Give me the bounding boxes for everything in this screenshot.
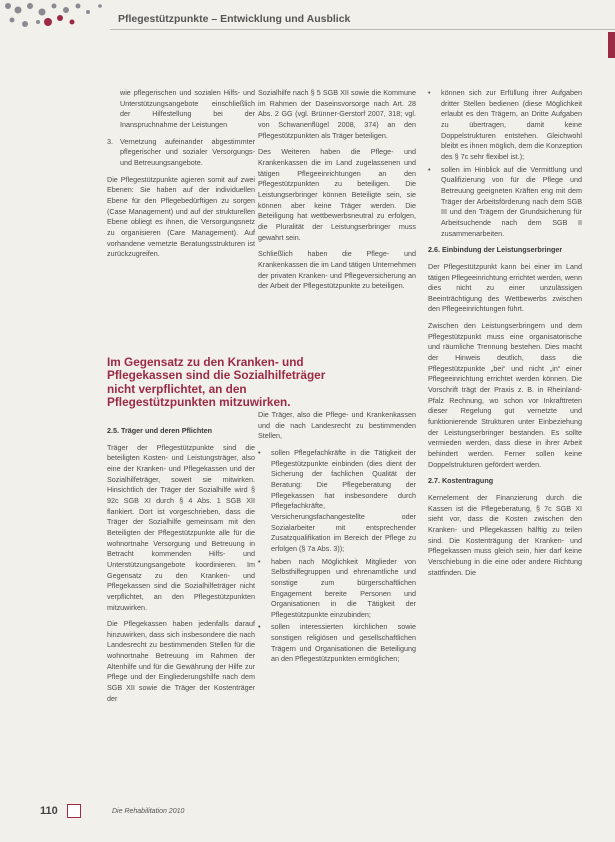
numbered-list bbox=[107, 137, 255, 169]
bullet-list bbox=[258, 448, 416, 665]
column-3 bbox=[428, 88, 582, 584]
paragraph: Die Träger, also die Pflege- und Krankenkassen und die nach Landesrecht zu bestimmenden Stellen, bbox=[258, 410, 416, 441]
section-heading: 2.7. Kostentragung bbox=[428, 476, 494, 486]
list-continuation: wie pflegerischen und sozialen Hilfs- und Unterstützungsangebote einschließlich der Hilfestellung bei der Inanspruchnahme der Leistungen bbox=[120, 88, 255, 129]
bullet-text: sollen im Hinblick auf die Vermittlung und Qualifizierung von für die Pflege und Betreuung geeigneten Kräften eng mit dem Träger der Arbeitsförderung nach dem SGB III und den Trägern der Grundsicherung für Arbeitsuchende nach dem SGB II zusammenarbeiten. bbox=[441, 164, 582, 238]
column-1-upper bbox=[107, 88, 255, 266]
header-divider bbox=[110, 29, 615, 30]
bullet-item bbox=[428, 165, 582, 240]
footer-square-icon bbox=[67, 804, 81, 818]
bullet-mark: • bbox=[258, 556, 261, 566]
bullet-text: sollen interessierten kirchlichen sowie sonstigen religiösen und gesellschaftlichen Trägern und Organisationen die Beteiligung an den Pflegestützpunkten ermöglichen; bbox=[271, 622, 416, 664]
paragraph: Die Pflegestützpunkte agieren somit auf zwei Ebenen: Sie haben auf der individuellen Ebene für den Pflegebedürftigen zu sorgen (Case Management) und auf der strukturellen Ebene obliegt es ihnen, die Versorgungsnetz zu organisieren (Care Management). Auf vorhandene vernetzte Beratungsstrukturen ist zurückzugreifen. bbox=[107, 174, 255, 259]
list-item-text: Vernetzung aufeinander abgestimmter pflegerischer und sozialer Versorgungs- und Betreuungsangebote. bbox=[120, 136, 255, 167]
bullet-list bbox=[428, 88, 582, 239]
decorative-dot-pattern bbox=[0, 0, 110, 36]
paragraph: Der Pflegestützpunkt kann bei einer im Land tätigen Pflegeeinrichtung errichtet werden, wenn dies nicht zu einer unzulässigen Beeinträchtigung des Wettbewerbs zwischen den Pflegeeinrichtungen führt. bbox=[428, 261, 582, 314]
page-header-title: Pflegestützpunkte – Entwicklung und Ausblick bbox=[118, 13, 351, 25]
bullet-mark: • bbox=[428, 88, 431, 97]
bullet-mark: • bbox=[258, 447, 261, 457]
bullet-mark: • bbox=[258, 622, 261, 632]
bullet-text: haben nach Möglichkeit Mitglieder von Selbsthilfegruppen und ehrenamtliche und sonstige zum bürgerschaftlichen Engagement bereite Personen und Organisationen in die Tätigkeit der Pflegestützpunkte einzubinden; bbox=[271, 556, 416, 619]
list-number: 3. bbox=[107, 136, 113, 146]
bullet-item bbox=[258, 622, 416, 665]
list-item bbox=[107, 137, 255, 169]
bullet-item bbox=[258, 448, 416, 555]
column-2-lower bbox=[258, 410, 416, 671]
bullet-text: können sich zur Erfüllung ihrer Aufgaben dritter Stellen bedienen (diese Möglichkeit erlaubt es den Trägern, an Dritte Aufgaben zu übertragen, damit keine Doppelstrukturen entstehen. Gleichwohl bleibt es ihnen möglich, dem die Konzeption des § 7c sehr flexibel ist.); bbox=[441, 88, 582, 161]
bullet-text: sollen Pflegefachkräfte in die Tätigkeit der Pflegestützpunkte einbinden (dies dient der Sicherung der fachlichen Qualität der Beratung: Die Pflegeberatung der Pflegekassen hat insbesondere durch Pflegefachkräfte, Versicherungsfachangestellte oder Sozialarbeiter mit entsprechender Zusatzqualifikation im Bereich der Pflege zu erfolgen (§ 7a Abs. 3)); bbox=[271, 447, 416, 553]
page-number: 110 bbox=[40, 805, 58, 817]
paragraph: Kernelement der Finanzierung durch die Kassen ist die Pflegeberatung, § 7c SGB XI sieht vor, dass die Kosten zwischen den Kranken- und Pflegekassen hälftig zu teilen sind. Die Kostenträgung der Kranken- und Pflegekassen muss gleich sein, hier darf keine Verschiebung in die eine oder andere Richtung stattfinden. Die bbox=[428, 492, 582, 577]
column-2-upper bbox=[258, 88, 416, 298]
bullet-item bbox=[428, 88, 582, 163]
paragraph: Schließlich haben die Pflege- und Krankenkassen die im Land tätigen Unternehmen der privaten Kranken- und Pflegeversicherung an der Arbeit der Pflegestützpunkte zu beteiligen. bbox=[258, 249, 416, 291]
pull-quote: Im Gegensatz zu den Kranken- und Pflegekassen sind die Sozialhilfeträger nicht verpflichtet, an den Pflegestützpunkten mitzuwirken. bbox=[107, 355, 326, 409]
paragraph: Träger der Pflegestützpunkte sind die beteiligten Kosten- und Leistungsträger, also eine der Kranken- und Pflegekassen und der Sozialhilfeträger, soweit sie mitwirken. Hinsichtlich der Träger der Sozialhilfe wird § 92c SGB XI durch § 4 Abs. 1 SGB XII flankiert. Dort ist vorgeschrieben, dass die Träger der Sozialhilfe gemeinsam mit den Beteiligten der Pflegestützpunkte alle für die wohnortnahe Versorgung und Betreuung in Betracht kommenden Hilfs- und Unterstützungsangebote koordinieren. Im Gegensatz zu den Kranken- und Pflegekassen sind die Sozialhilfeträger nicht verpflichtet, an den Pflegestützpunkten mitzuwirken. bbox=[107, 442, 255, 612]
column-1-lower bbox=[107, 426, 255, 710]
section-heading: 2.6. Einbindung der Leistungserbringer bbox=[428, 245, 563, 255]
paragraph: Die Pflegekassen haben jedenfalls darauf hinzuwirken, dass sich insbesondere die nach Landesrecht zu bestimmenden Stellen für die wohnortnahe Betreuung im Rahmen der Altenhilfe und für die Gewährung der Hilfe zur Pflege und der Eingliederungshilfe nach dem SGB XII sowie die Träger der Kostenträger der bbox=[107, 619, 255, 703]
paragraph: Des Weiteren haben die Pflege- und Krankenkassen die im Land zugelassenen und tätigen Pflegeeinrichtungen an den Pflegestützpunkten zu beteiligen. Die Leistungserbringer können Beteiligte sein, sie können aber keine Träger werden. Die Beteiligung hat wettbewerbsneutral zu erfolgen, die Pluralität der Leistungserbringer muss gewahrt sein. bbox=[258, 147, 416, 242]
section-heading: 2.5. Träger und deren Pflichten bbox=[107, 426, 213, 435]
bullet-mark: • bbox=[428, 164, 431, 174]
paragraph: Sozialhilfe nach § 5 SGB XII sowie die Kommune im Rahmen der Daseinsvorsorge nach Art. 28 Abs. 2 GG (vgl. Brünner-Gerstorf 2007, 318; vgl. von Schwanenflügel 2008, 374) an den Pflegestützpunkten als Träger beteiligen. bbox=[258, 88, 416, 140]
paragraph: Zwischen den Leistungserbringern und dem Pflegestützpunkt muss eine organisatorische und räumliche Trennung bestehen. Dies macht der Hinweis deutlich, dass die Pflegestützpunkte „bei“ und nicht „in“ einer Pflegeeinrichtung errichtet werden können. Die Vorschrift trägt der Praxis z. B. in Rheinland-Pfalz Rechnung, wo schon vor Inkrafttreten dieser Regelung gut vernetzte und funktionierende Strukturen unter Einbeziehung der Leistungserbringer bestanden. Es sollte vermieden werden, dass diese in ihrer Arbeit behindert werden. Ferner sollen keine Doppelstrukturen gefördert werden. bbox=[428, 321, 582, 469]
magazine-name: Die Rehabilitation 2010 bbox=[112, 808, 185, 815]
bullet-item bbox=[258, 557, 416, 621]
page-edge-tab bbox=[608, 32, 615, 58]
